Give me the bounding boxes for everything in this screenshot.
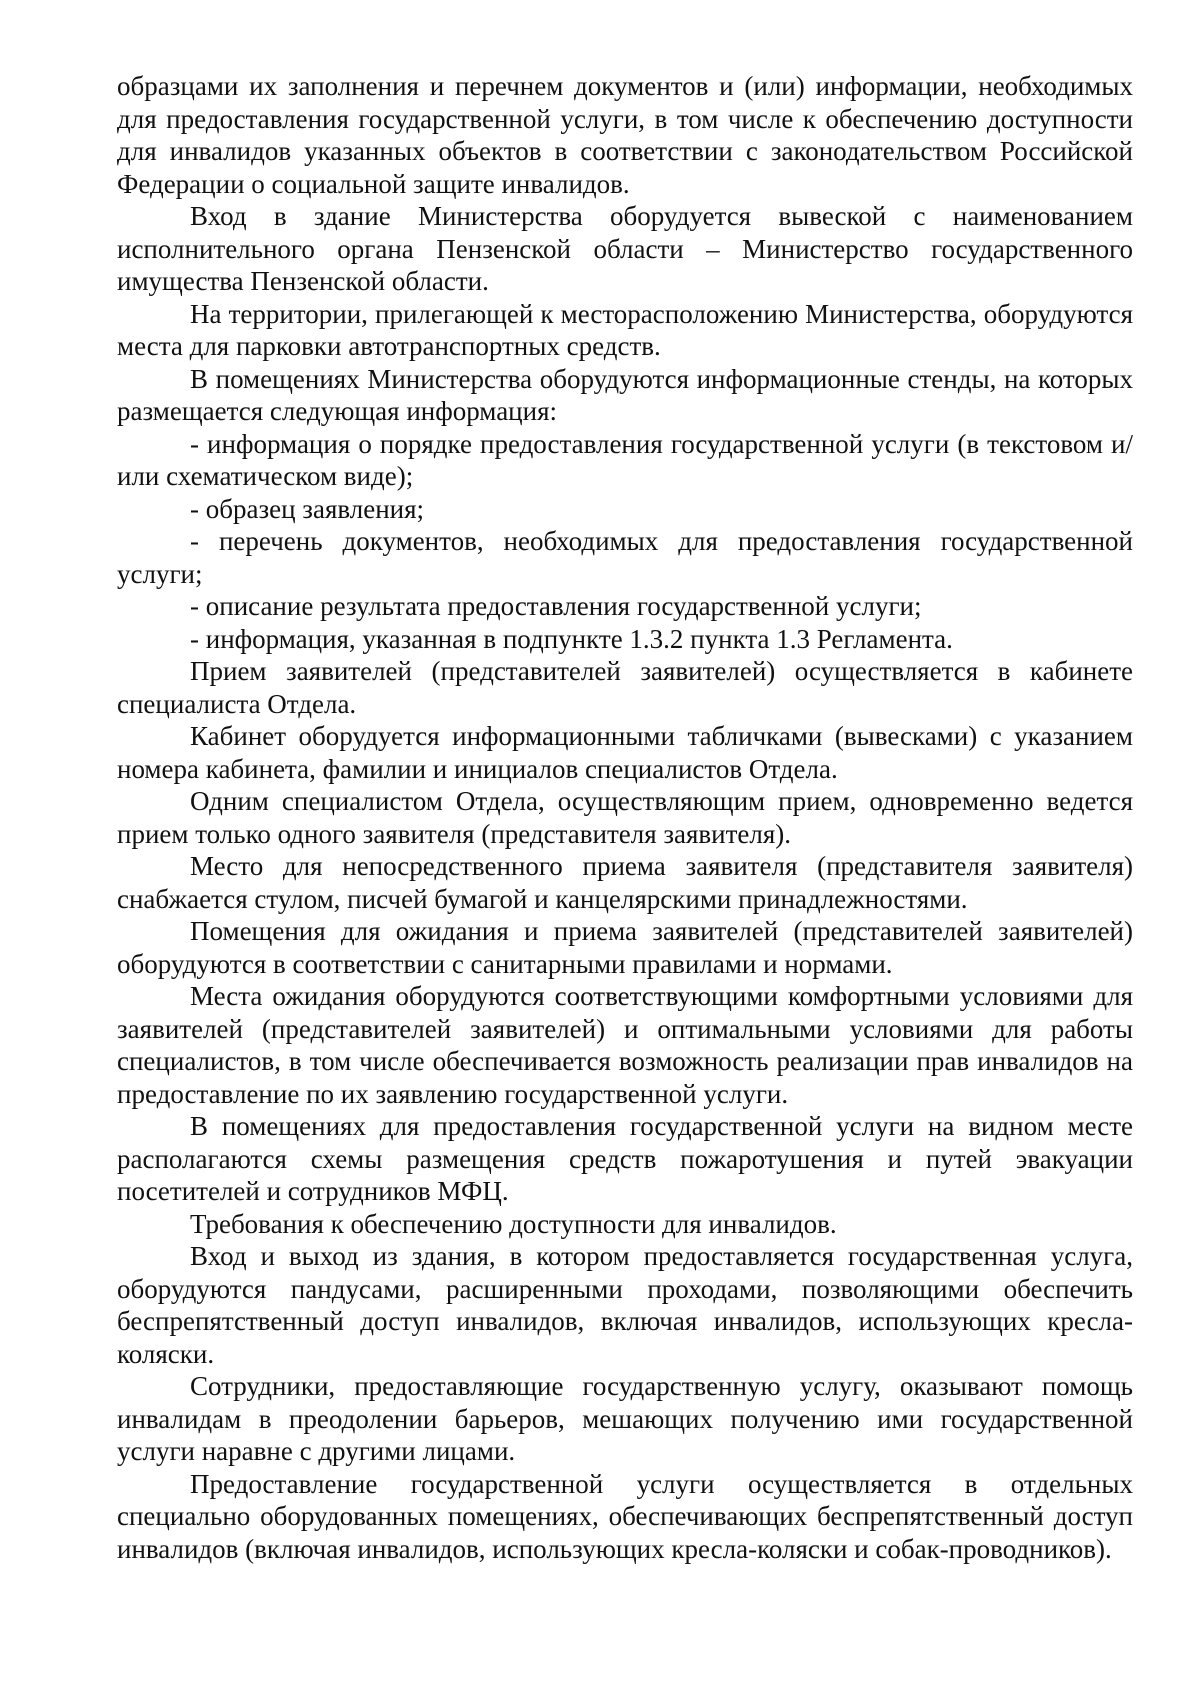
paragraph-reception-office: Прием заявителей (представителей заявителей) осуществляется в кабинете специалиста Отдела. [117, 656, 1133, 719]
paragraph-accessibility-heading: Требования к обеспечению доступности для инвалидов. [190, 1208, 837, 1239]
paragraph-office-signs: Кабинет оборудуется информационными табличками (вывесками) с указанием номера кабинета, фамилии и инициалов специалистов Отдела. [117, 721, 1133, 784]
list-item-procedure-info: - информация о порядке предоставления государственной услуги (в текстовом и/или схематическом виде); [117, 428, 1133, 491]
paragraph-parking: На территории, прилегающей к месторасположению Министерства, оборудуются места для парковки автотранспортных средств. [117, 298, 1133, 361]
list-item-application-sample: - образец заявления; [190, 493, 425, 524]
list-item-documents-list: - перечень документов, необходимых для предоставления государственной услуги; [117, 526, 1133, 589]
paragraph-info-stands: В помещениях Министерства оборудуются информационные стенды, на которых размещается следующая информация: [117, 363, 1133, 426]
paragraph-ramps: Вход и выход из здания, в котором предоставляется государственная услуга, оборудуются пандусами, расширенными проходами, позволяющими обеспечить беспрепятственный доступ инвалидов, включая инвалидов, использующих кресла-коляски. [117, 1241, 1133, 1369]
paragraph-special-premises: Предоставление государственной услуги осуществляется в отдельных специально оборудованных помещениях, обеспечивающих беспрепятственный доступ инвалидов (включая инвалидов, использующих кресла-коляски и собак-проводников). [117, 1468, 1133, 1564]
paragraph-waiting-conditions: Места ожидания оборудуются соответствующими комфортными условиями для заявителей (представителей заявителей) и оптимальными условиями для работы специалистов, в том числе обеспечивается возможность реализации прав инвалидов на предоставление по их заявлению государственной услуги. [117, 981, 1133, 1109]
paragraph-one-applicant: Одним специалистом Отдела, осуществляющим прием, одновременно ведется прием только одного заявителя (представителя заявителя). [117, 786, 1133, 849]
paragraph-evacuation-schemes: В помещениях для предоставления государственной услуги на видном месте располагаются схемы размещения средств пожаротушения и путей эвакуации посетителей и сотрудников МФЦ. [117, 1111, 1133, 1206]
document-page [117, 70, 1133, 1565]
paragraph-reception-place: Место для непосредственного приема заявителя (представителя заявителя) снабжается стулом, писчей бумагой и канцелярскими принадлежностями. [117, 851, 1133, 914]
list-item-regulation-info: - информация, указанная в подпункте 1.3.2 пункта 1.3 Регламента. [190, 623, 953, 654]
paragraph-staff-assistance: Сотрудники, предоставляющие государственную услугу, оказывают помощь инвалидам в преодолении барьеров, мешающих получению ими государственной услуги наравне с другими лицами. [117, 1371, 1133, 1466]
list-item-result-description: - описание результата предоставления государственной услуги; [190, 591, 922, 621]
paragraph-waiting-rooms: Помещения для ожидания и приема заявителей (представителей заявителей) оборудуются в соответствии с санитарными правилами и нормами. [117, 916, 1133, 979]
paragraph-entrance-sign: Вход в здание Министерства оборудуется вывеской с наименованием исполнительного органа Пензенской области – Министерство государственного имущества Пензенской области. [117, 201, 1133, 296]
paragraph-continuation: образцами их заполнения и перечнем документов и (или) информации, необходимых для предоставления государственной услуги, в том числе к обеспечению доступности для инвалидов указанных объектов в соответствии с законодательством Российской Федерации о социальной защите инвалидов. [117, 71, 1133, 199]
